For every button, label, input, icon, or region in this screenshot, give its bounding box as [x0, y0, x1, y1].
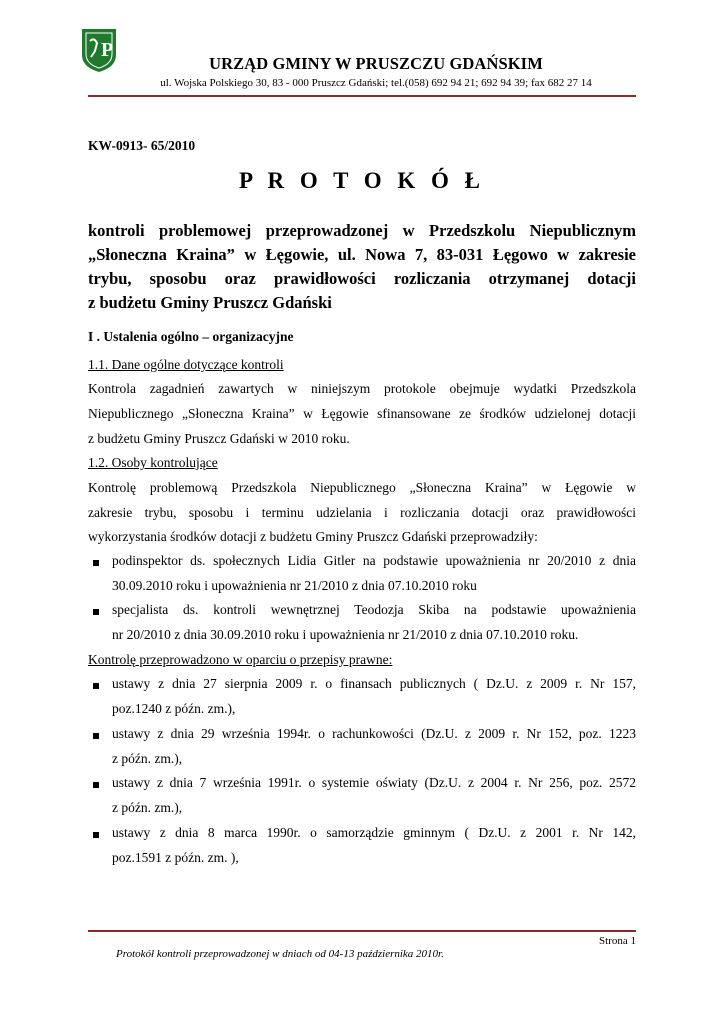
list-item-line: z późn. zm.),	[112, 751, 183, 766]
subject-line: kontroli problemowej przeprowadzonej w Przedszkolu Niepublicznym	[88, 221, 636, 240]
list-item-line: ustawy z dnia 29 września 1994r. o rachunkowości (Dz.U. z 2009 r. Nr 152, poz. 1223	[112, 726, 636, 741]
bullet-square-icon	[93, 560, 99, 566]
paragraph-line: Niepublicznego „Słoneczna Kraina” w Łęgowie sfinansowane ze środków udzielonej dotacji	[88, 406, 636, 421]
bullet-square-icon	[93, 832, 99, 838]
list-item-line: ustawy z dnia 7 września 1991r. o systemie oświaty (Dz.U. z 2004 r. Nr 256, poz. 2572	[112, 775, 636, 790]
list-item-line: poz.1240 z późn. zm.),	[112, 701, 236, 716]
subject-line: trybu, sposobu oraz prawidłowości rozliczania otrzymanej dotacji	[88, 269, 636, 288]
list-item-line: ustawy z dnia 8 marca 1990r. o samorządzie gminnym ( Dz.U. z 2001 r. Nr 142,	[112, 825, 636, 840]
bullet-square-icon	[93, 733, 99, 739]
header-rule	[88, 95, 636, 97]
footer-rule	[88, 930, 636, 932]
bullet-square-icon	[93, 782, 99, 788]
paragraph-line: Kontrolę problemową Przedszkola Niepublicznego „Słoneczna Kraina” w Łęgowie w	[88, 480, 636, 495]
subject-line: z budżetu Gminy Pruszcz Gdański	[88, 293, 332, 312]
subject-line: „Słoneczna Kraina” w Łęgowie, ul. Nowa 7, 83-031 Łęgowo w zakresie	[88, 245, 636, 264]
list-item-line: poz.1591 z późn. zm. ),	[112, 850, 239, 865]
document-subject	[88, 219, 636, 315]
page-number: Strona 1	[599, 935, 636, 947]
list-item-line: ustawy z dnia 27 sierpnia 2009 r. o finansach publicznych ( Dz.U. z 2009 r. Nr 157,	[112, 676, 636, 691]
list-item-line: nr 20/2010 z dnia 30.09.2010 roku i upoważnienia nr 21/2010 z dnia 07.10.2010 roku.	[112, 627, 579, 642]
list-item-line: 30.09.2010 roku i upoważnienia nr 21/2010 z dnia 07.10.2010 roku	[112, 578, 477, 593]
footer-text: Protokół kontroli przeprowadzonej w dniach od 04-13 października 2010r.	[116, 948, 444, 960]
bullet-square-icon	[93, 609, 99, 615]
document-number: KW-0913- 65/2010	[88, 138, 196, 153]
paragraph-line: wykorzystania środków dotacji z budżetu Gminy Pruszcz Gdański przeprowadziły:	[88, 529, 538, 544]
legal-basis-heading: Kontrolę przeprowadzono w oparciu o przepisy prawne:	[88, 652, 393, 667]
office-address: ul. Wojska Polskiego 30, 83 - 000 Pruszcz Gdański; tel.(058) 692 94 21; 692 94 39; fax 682 27 14	[160, 77, 592, 89]
list-item-line: z późn. zm.),	[112, 800, 183, 815]
paragraph-line: zakresie trybu, sposobu i terminu udzielania i rozliczania dotacji oraz prawidłowości	[88, 505, 636, 520]
office-title: URZĄD GMINY W PRUSZCZU GDAŃSKIM	[209, 54, 543, 73]
subsection-heading-1-2: 1.2. Osoby kontrolujące	[88, 455, 218, 470]
gmina-crest-logo	[80, 27, 118, 73]
list-item-line: podinspektor ds. społecznych Lidia Gitler na podstawie upoważnienia nr 20/2010 z dnia	[112, 553, 636, 568]
paragraph-line: z budżetu Gminy Pruszcz Gdański w 2010 roku.	[88, 431, 350, 446]
list-item-line: specjalista ds. kontroli wewnętrznej Teodozja Skiba na podstawie upoważnienia	[112, 602, 636, 617]
svg-text:P: P	[101, 39, 114, 61]
bullet-square-icon	[93, 683, 99, 689]
subsection-heading-1-1: 1.1. Dane ogólne dotyczące kontroli	[88, 357, 284, 372]
section-heading: I . Ustalenia ogólno – organizacyjne	[88, 329, 294, 344]
paragraph-line: Kontrola zagadnień zawartych w niniejszym protokole obejmuje wydatki Przedszkola	[88, 381, 636, 396]
document-title: P R O T O K Ó Ł	[238, 168, 486, 193]
